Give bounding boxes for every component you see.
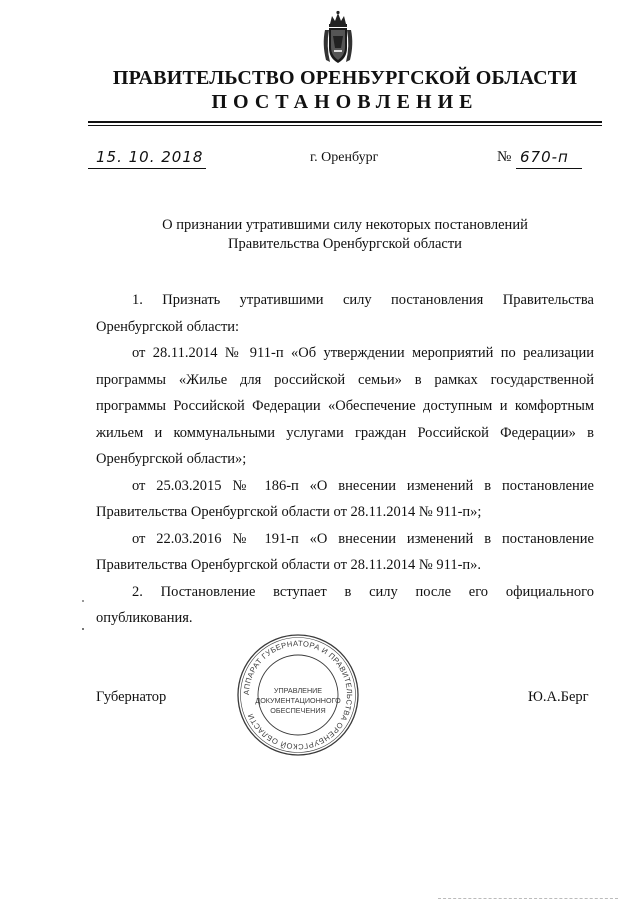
seal-center-line2: ДОКУМЕНТАЦИОННОГО [255, 696, 341, 705]
seal-inner-ring [258, 655, 338, 735]
signer-name: Ю.А.Берг [528, 689, 589, 705]
doc-date: 15. 10. 2018 [96, 148, 204, 166]
header-rule-thick [88, 121, 602, 123]
doc-title-line2: Правительства Оренбургской области [228, 236, 462, 252]
paragraph-1: 1. Признать утратившими силу постановления Правительства Оренбургской области: [96, 292, 594, 335]
seal-outer-ring [238, 635, 358, 755]
footer-dots [438, 898, 618, 900]
coat-of-arms-icon [320, 10, 356, 66]
seal-ring-text: АППАРАТ ГУБЕРНАТОРА И ПРАВИТЕЛЬСТВА ОРЕНБУРГСКОЙ ОБЛАСТИ [241, 638, 355, 752]
scan-speck [82, 600, 84, 602]
seal-center-line1: УПРАВЛЕНИЕ [273, 686, 323, 695]
org-name: ПРАВИТЕЛЬСТВО ОРЕНБУРГСКОЙ ОБЛАСТИ [112, 67, 578, 89]
doc-body [96, 287, 594, 632]
paragraph-2: от 28.11.2014 № 911-п «Об утверждении мероприятий по реализации программы «Жилье для российской семьи» в рамках государственной программы Российской Федерации «Обеспечение доступным и комфортным жильем и коммунальными услугами граждан Российской Федерации» в Оренбургской области»; [96, 345, 594, 467]
paragraph-4: от 22.03.2016 № 191-п «О внесении изменений в постановление Правительства Оренбургской области от 28.11.2014 № 911-п». [96, 530, 594, 573]
seal-center-line3: ОБЕСПЕЧЕНИЯ [270, 706, 326, 715]
official-seal [236, 633, 360, 757]
doc-number: 670-п [520, 148, 569, 166]
header-rule-thin [88, 125, 602, 126]
doc-city: г. Оренбург [310, 150, 379, 165]
doc-type: ПОСТАНОВЛЕНИЕ [211, 91, 479, 113]
doc-title [130, 216, 560, 254]
signer-title: Губернатор [96, 689, 167, 705]
doc-title-line1: О признании утратившими силу некоторых постановлений [162, 217, 528, 233]
number-sign: № [497, 149, 512, 165]
paragraph-3: от 25.03.2015 № 186-п «О внесении изменений в постановление Правительства Оренбургской области от 28.11.2014 № 911-п»; [96, 477, 594, 520]
scan-speck [82, 628, 84, 630]
paragraph-5: 2. Постановление вступает в силу после его официального опубликования. [96, 583, 594, 626]
